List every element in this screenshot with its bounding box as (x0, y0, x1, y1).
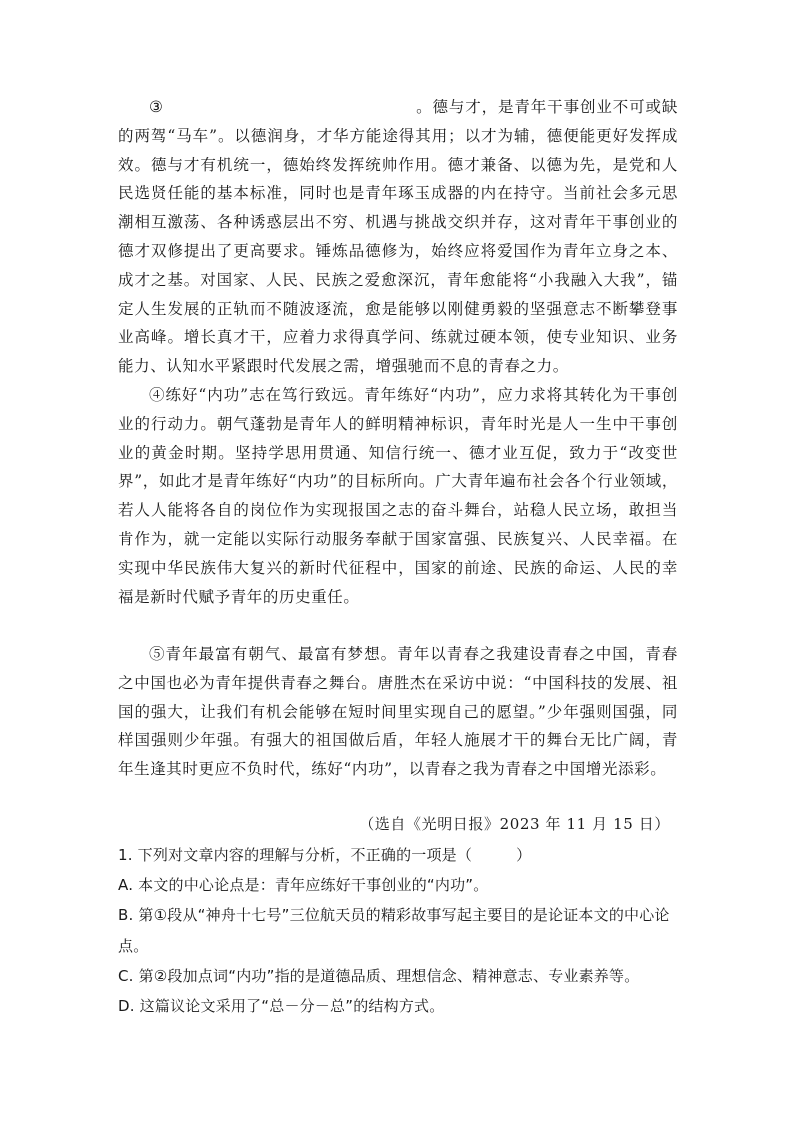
option-a: A. 本文的中心论点是：青年应练好干事创业的“内功”。 (118, 876, 489, 895)
paragraph-3 (118, 93, 678, 381)
article-source: （选自《光明日报》2023 年 11 月 15 日） (359, 815, 670, 833)
question-stem (118, 840, 690, 870)
option-b: B. 第①段从“神舟十七号”三位航天员的精彩故事写起主要目的是论证本文的中心论点。 (118, 906, 670, 955)
paragraph-4-text: ④练好“内功”志在笃行致远。青年练好“内功”，应力求将其转化为干事创业的行动力。朝气蓬勃是青年人的鲜明精神标识，青年时光是人一生中干事创业的黄金时期。坚持学思用贯通、知信行统一、德才业互促，致力于“改变世界”，如此才是青年练好“内功”的目标所向。广大青年遍布社会各个行业领域，若人人能将各自的岗位作为实现报国之志的奋斗舞台，站稳人民立场，敢担当肯作为，就一定能以实际行动服务奉献于国家富强、民族复兴、人民幸福。在实现中华民族伟大复兴的新时代征程中，国家的前途、民族的命运、人民的幸福是新时代赋予青年的历史重任。 (118, 386, 678, 606)
paragraph-5-text: ⑤青年最富有朝气、最富有梦想。青年以青春之我建设青春之中国，青春之中国也必为青年提供青春之舞台。唐胜杰在采访中说：“中国科技的发展、祖国的强大，让我们有机会能够在短时间里实现自己的愿望。”少年强则国强，同样国强则少年强。有强大的祖国做后盾，年轻人施展才干的舞台无比广阔，青年生逢其时更应不负时代，练好“内功”，以青春之我为青春之中国增光添彩。 (118, 645, 678, 779)
paragraph-3-text: 。德与才，是青年干事创业不可或缺的两驾“马车”。以德润身，才华方能途得其用；以才为辅，德便能更好发挥成效。德与才有机统一，德始终发挥统帅作用。德才兼备、以德为先，是党和人民选贤任能的基本标准，同时也是青年琢玉成器的内在持守。当前社会多元思潮相互激荡、各种诱惑层出不穷、机遇与挑战交织并存，这对青年干事创业的德才双修提出了更高要求。锤炼品德修为，始终应将爱国作为青年立身之本、成才之基。对国家、人民、民族之爱愈深沉，青年愈能将“小我融入大我”，锚定人生发展的正轨而不随波逐流，愈是能够以刚健勇毅的坚强意志不断攀登事业高峰。增长真才干，应着力求得真学问、练就过硬本领，使专业知识、业务能力、认知水平紧跟时代发展之需，增强驰而不息的青春之力。 (118, 98, 679, 376)
paragraph-5 (118, 640, 678, 784)
question-stem-after: ） (516, 846, 532, 864)
option-c: C. 第②段加点词“内功”指的是道德品质、理想信念、精神意志、专业素养等。 (118, 966, 640, 985)
option-d: D. 这篇议论文采用了“总－分－总”的结构方式。 (118, 997, 445, 1016)
paragraph-3-marker: ③ (149, 98, 164, 116)
question-stem-before: 1. 下列对文章内容的理解与分析，不正确的一项是（ (118, 846, 473, 864)
question-1 (118, 840, 690, 1021)
paragraph-4 (118, 381, 678, 611)
